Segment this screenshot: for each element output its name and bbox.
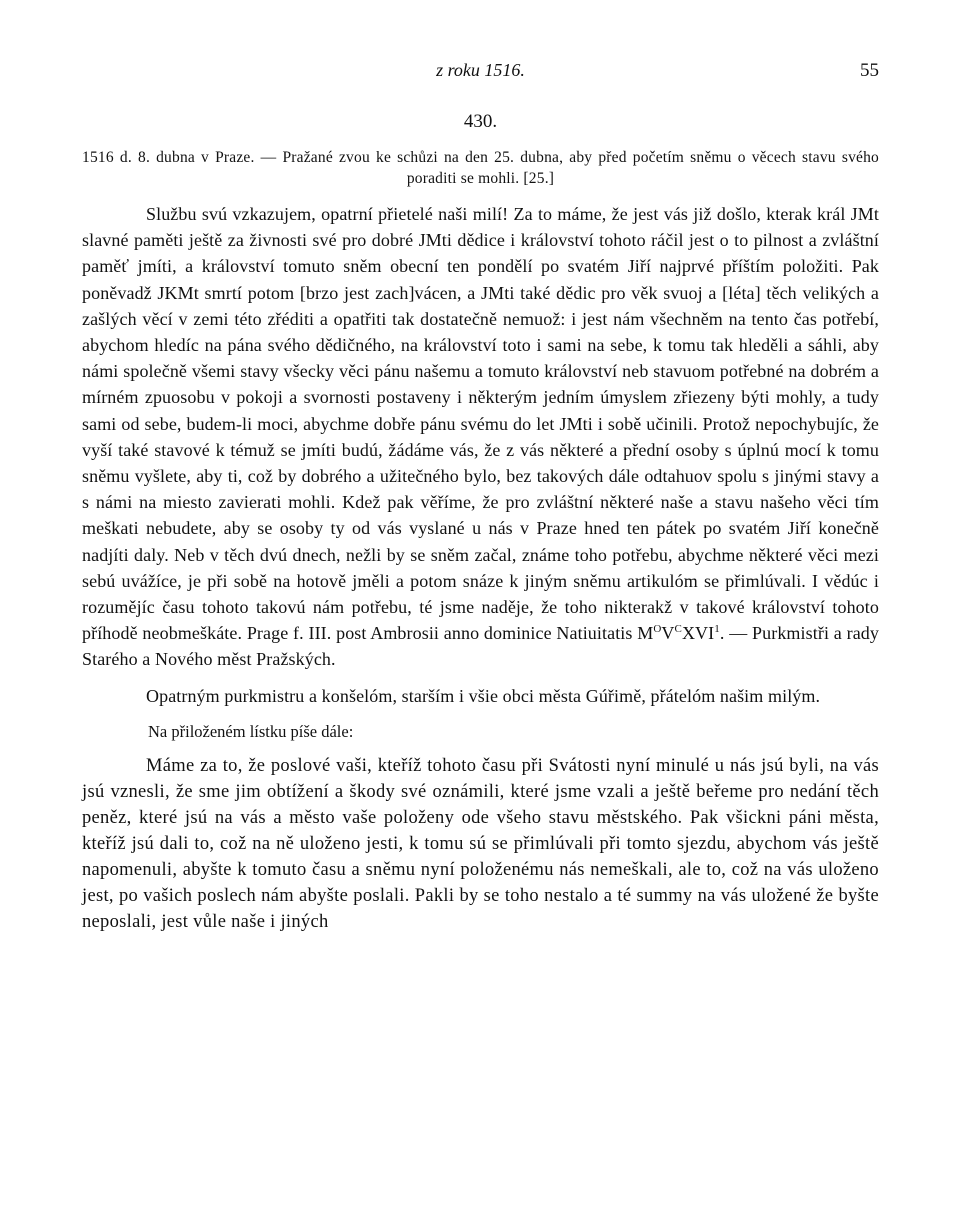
running-title: z roku 1516. (436, 60, 525, 80)
superscript-o: O (653, 623, 662, 636)
document-number: 430. (463, 111, 498, 132)
main-text-part2: XVI (681, 623, 715, 644)
main-text-part1: Službu svú vzkazujem, opatrní přietelé naši milí! Za to máme, že jest vás již došlo, kterak král JMt slavné paměti ještě za živnosti své pro dobré JMti dědice i království tohoto ráčil jest o to pilnost a zvláštní paměť jmíti, a království tomuto sněm obecní ten pondělí po svatém Jiří najprvé příštím položiti. Pak poněvadž JKMt smrtí potom [brzo jest zach]vácen, a JMti také dědic pro věk svuoj a [léta] těch velikých a zašlých věcí v zemi této zřéditi a opatřiti tak dostatečně nemuož: i jest nám všechněm na tento čas potřebí, abychom hledíc na pána svého dědičného, na království toto i sami na sebe, k tomu tak hleděli a sáhli, aby námi společně všemi stavy všecky věci pánu našemu a tomuto království neb stavuom potřebné na dobrém a mírném zpuosobu v pokoji a svornosti postaveny i některým jedním úmyslem zřiezeny býti mohly, a tudy sami od sebe, budem-li moci, abychme dobře pánu svému do let JMti i sobě učinili. Protož nepochybujíc, že vyší také stavové k témuž se jmíti budú, žádáme vás, že z vás některé a přední osoby s úplnú mocí k tomu sněmu vyšlete, aby ti, což by dobrého a užitečného bylo, bez takových dále odtahuov spolu s jinými stavy a s námi na miesto zavierati mohli. Kdež pak věříme, že pro zvláštní některé naše a stavu našeho věci tím meškati nebudete, aby se osoby ty od vás vyslané u nás v Praze hned ten pátek po svatém Jiří konečně nadjíti daly. Neb v těch dvú dnech, nežli by se sněm začal, známe toho potřebu, abychme některé věci mezi sebú uvážíce, je při sobě na hotově jměli a potom snáze k jiným sněmu artikulóm se přimlúvali. I vědúc i rozumějíc času tohoto takovú nám potřebu, té jsme naděje, že toho nikterakž v takové království tohoto příhodě neobmeškáte. Prage f. III. post Ambrosii anno dominice Natiuitatis M (82, 204, 879, 644)
main-letter-text (82, 201, 879, 673)
roman-v: V (661, 623, 675, 644)
note-intro: Na přiloženém lístku píše dále: (148, 721, 354, 741)
note-text: Máme za to, že poslové vaši, kteříž tohoto času při Svátosti nyní minulé u nás jsú byli, na vás jsú vznesli, že sme jim obtížení a škody své oznámili, které jsme vzali a ještě beřeme pro nedání těch peněz, které jsú na vás a město vaše položeny ode všeho stavu městského. Pak všickni páni města, kteříž jsú dali to, což na ně uloženo jesti, k tomu sú se přimlúvali při tomto sjezdu, abychom vás ještě napomenuli, abyšte k tomuto času a sněmu nyní položenému nás nemeškali, ale to, což na vás uloženo jest, po vašich poslech nám abyšte poslali. Pakli by se toho nestalo a té summy na vás uložené že byšte neposlali, jest vůle naše i jiných (82, 755, 879, 932)
letter-address: Opatrným purkmistru a konšelóm, starším i všie obci města Gúřimě, přátelóm našim milým. (146, 685, 821, 706)
superscript-c: C (674, 623, 682, 636)
page-number: 55 (860, 60, 879, 81)
page-header (82, 58, 879, 88)
book-page (82, 58, 879, 935)
footnote-mark: 1 (714, 623, 720, 636)
main-text-part3: . — Purkmistři a rady Starého a Nového měst Pražských. (82, 623, 879, 670)
document-regest: 1516 d. 8. dubna v Praze. — Pražané zvou ke schůzi na den 25. dubna, aby před početím sněmu o věcech stavu svého poraditi se mohli. [25.] (82, 149, 879, 187)
